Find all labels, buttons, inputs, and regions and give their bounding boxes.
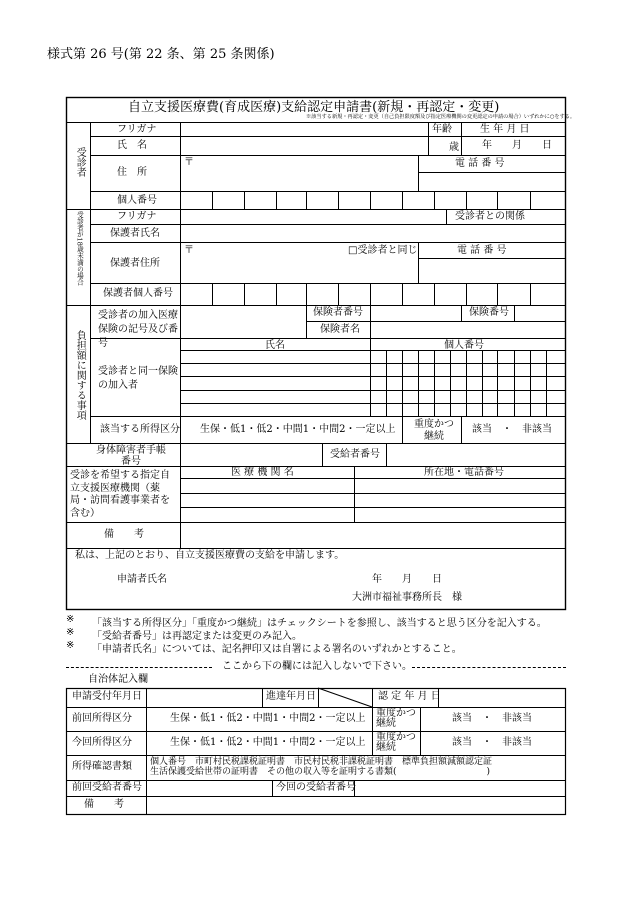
patient-personal-number-label: 個人番号	[117, 195, 157, 206]
office-section-title: 自治体記入欄	[88, 674, 148, 685]
office-current-recipient-label: 今回の受給者番号	[276, 782, 356, 793]
patient-birth-fields: 年 月 日	[482, 140, 552, 151]
patient-age-unit: 歳	[449, 142, 459, 153]
office-current-income-options[interactable]: 生保・低1・低2・中間1・中間2・一定以上	[170, 737, 366, 748]
patient-name-label: 氏 名	[117, 140, 147, 151]
office-docs-label: 所得確認書類	[72, 761, 132, 772]
patient-phone-label: 電 話 番 号	[455, 158, 505, 169]
guardian-section-label: 受診者が18歳未満の場合	[75, 211, 84, 286]
provider-address-col: 所在地・電話番号	[424, 467, 504, 478]
income-category-options[interactable]: 生保・低1・低2・中間1・中間2・一定以上	[200, 424, 396, 435]
insurer-name-label: 保険者名	[320, 324, 360, 335]
guardian-postal-mark: 〒	[184, 245, 194, 256]
disability-notebook-label: 身体障害者手帳番号	[96, 445, 166, 467]
insurance-no-label: 保険番号	[469, 307, 509, 318]
severe-options[interactable]: 該当 ・ 非該当	[472, 424, 552, 435]
office-current-severe-label: 重度かつ継続	[376, 732, 416, 753]
guardian-name-label: 保護者氏名	[110, 228, 160, 239]
same-insurance-label: 受診者と同一保険の加入者	[98, 366, 178, 391]
office-prev-severe-options[interactable]: 該当 ・ 非該当	[452, 713, 532, 724]
office-docs-line2: 生活保護受給世帯の証明書 その他の収入等を証明する書類( )	[150, 767, 491, 777]
note-text: 「申請者氏名」については、記名押印又は自署による署名のいずれかとすること。	[92, 644, 462, 655]
office-docs-line1: 個人番号 市町村民税課税証明書 市民村民税非課税証明書 標準負担額減額認定証	[150, 757, 493, 767]
note-text: 「受給者番号」は再認定または変更のみ記入。	[92, 631, 302, 642]
office-approval-date-label: 認 定 年 月 日	[378, 691, 441, 702]
patient-address-label: 住 所	[117, 167, 147, 178]
insurance-symbol-label: 受診者の加入医療保険の記号及び番号	[98, 310, 178, 349]
note-mark: ※	[66, 614, 75, 625]
income-category-label: 該当する所得区分	[100, 424, 180, 435]
provider-name-col: 医 療 機 関 名	[231, 467, 294, 478]
note-text: 「該当する所得区分」「重度かつ継続」はチェックシートを参照し、該当すると思う区分を記入する。	[92, 618, 547, 629]
guardian-furigana-label: フリガナ	[117, 211, 157, 222]
office-contact-date-label: 進達年月日	[266, 691, 316, 702]
divider-text: ここから下の欄には記入しないで下さい。	[222, 661, 412, 672]
declaration-text: 私は、上記のとおり、自立支援医療費の支給を申請します。	[75, 550, 345, 561]
remarks-label: 備 考	[104, 529, 144, 540]
office-current-income-label: 今回所得区分	[72, 737, 132, 748]
applicant-name-label: 申請者氏名	[117, 574, 167, 585]
insurer-number-label: 保険者番号	[313, 307, 363, 318]
severe-label: 重度かつ継続	[414, 419, 454, 442]
patient-furigana-label: フリガナ	[117, 124, 157, 135]
addressee: 大洲市福祉事務所長 様	[352, 592, 462, 603]
burden-section-label: 負担額に関する事項	[74, 330, 86, 420]
patient-postal-mark: 〒	[184, 157, 194, 168]
office-prev-severe-label: 重度かつ継続	[376, 708, 416, 729]
note-mark: ※	[66, 640, 75, 651]
designated-provider-label: 受診を希望する指定自立支援医療機関（薬局・訪問看護事業者を含む）	[70, 470, 170, 519]
recipient-number-label: 受給者番号	[330, 449, 380, 460]
form-title: 自立支援医療費(育成医療)支給認定申請書(新規・再認定・変更)	[128, 100, 500, 115]
patient-section-label: 受診者	[74, 147, 86, 177]
application-date-fields: 年 月 日	[372, 574, 442, 585]
same-insurance-personal-col: 個人番号	[444, 340, 484, 351]
note-mark: ※	[66, 627, 75, 638]
guardian-address-label: 保護者住所	[110, 258, 160, 269]
office-prev-income-label: 前回所得区分	[72, 713, 132, 724]
office-prev-recipient-label: 前回受給者番号	[72, 782, 142, 793]
office-remarks-label: 備 考	[84, 799, 124, 810]
patient-age-label: 年齢	[432, 124, 452, 135]
same-insurance-name-col: 氏名	[265, 340, 285, 351]
patient-birthdate-label: 生 年 月 日	[480, 124, 530, 135]
office-received-date-label: 申請受付年月日	[72, 691, 142, 702]
guardian-phone-label: 電 話 番 号	[457, 245, 507, 256]
guardian-personal-number-label: 保護者個人番号	[103, 288, 173, 299]
form-number: 様式第 26 号(第 22 条、第 25 条関係)	[47, 47, 275, 62]
office-current-severe-options[interactable]: 該当 ・ 非該当	[452, 737, 532, 748]
guardian-same-as-patient[interactable]: □受診者と同じ	[348, 245, 418, 256]
guardian-relation-label: 受診者との関係	[455, 211, 525, 222]
office-prev-income-options[interactable]: 生保・低1・低2・中間1・中間2・一定以上	[170, 713, 366, 724]
form-title-note: ※該当する新規・再認定・変更（自己負担限度額及び指定医療機関の変更認定の申請の場合）いずれかに○をする。	[306, 114, 576, 120]
